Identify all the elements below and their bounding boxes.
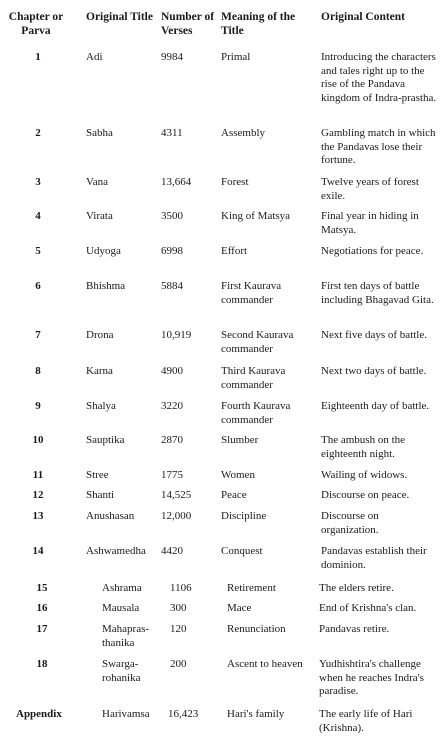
content-cell: Twelve years of forest exile.	[321, 176, 419, 202]
chapter-cell: 1	[35, 51, 41, 63]
chapter-cell: 10	[32, 434, 44, 446]
content-cell: Introducing the characters and tales right up to the rise of the Pandava kingdom of Indra-prastha.	[321, 51, 437, 104]
title-cell: Virata	[86, 210, 113, 222]
verses-cell: 16,423	[168, 708, 199, 720]
meaning-cell: Retirement	[227, 582, 276, 594]
chapter-cell: 15	[36, 582, 48, 594]
title-cell: Sabha	[86, 127, 113, 139]
header-title: Original Title	[86, 11, 153, 23]
verses-cell: 14,525	[161, 489, 192, 501]
content-cell: Eighteenth day of battle.	[321, 400, 430, 412]
chapter-cell: 7	[35, 329, 41, 341]
meaning-cell: Second Kaurava commander	[221, 329, 294, 355]
content-cell: Discourse on peace.	[321, 489, 410, 501]
content-cell: Next five days of battle.	[321, 329, 427, 341]
verses-cell: 10,919	[161, 329, 192, 341]
title-cell: Drona	[86, 329, 114, 341]
header-verses: Number of Verses	[161, 11, 215, 37]
content-cell: Pandavas establish their dominion.	[321, 545, 427, 571]
chapter-cell: 14	[32, 545, 44, 557]
title-cell: Udyoga	[86, 245, 121, 257]
verses-cell: 2870	[161, 434, 183, 446]
content-cell: First ten days of battle including Bhagavad Gita.	[321, 280, 434, 306]
content-cell: The ambush on the eighteenth night.	[321, 434, 406, 460]
chapter-cell: 12	[32, 489, 44, 501]
title-cell: Mahapras-thanika	[102, 623, 150, 649]
content-cell: Next two days of battle.	[321, 365, 427, 377]
chapter-cell: 2	[35, 127, 41, 139]
meaning-cell: Women	[221, 469, 255, 481]
content-cell: End of Krishna's clan.	[319, 602, 417, 614]
title-cell: Mausala	[102, 602, 140, 614]
meaning-cell: Peace	[221, 489, 247, 501]
verses-cell: 9984	[161, 51, 183, 63]
verses-cell: 4900	[161, 365, 183, 377]
title-cell: Shanti	[86, 489, 115, 501]
meaning-cell: Ascent to heaven	[227, 658, 303, 670]
chapter-cell: 18	[36, 658, 48, 670]
chapter-cell: Appendix	[16, 708, 62, 720]
meaning-cell: Discipline	[221, 510, 267, 522]
meaning-cell: Primal	[221, 51, 251, 63]
meaning-cell: Assembly	[221, 127, 265, 139]
content-cell: Pandavas retire.	[319, 623, 390, 635]
title-cell: Ashwamedha	[86, 545, 146, 557]
title-cell: Anushasan	[86, 510, 135, 522]
meaning-cell: Conquest	[221, 545, 263, 557]
title-cell: Ashrama	[102, 582, 142, 594]
verses-cell: 12,000	[161, 510, 192, 522]
content-cell: Negotiations for peace.	[321, 245, 424, 257]
chapter-cell: 8	[35, 365, 41, 377]
content-cell: The early life of Hari (Krishna).	[319, 708, 413, 734]
chapter-cell: 6	[35, 280, 41, 292]
content-cell: Gambling match in which the Pandavas lose their fortune.	[321, 127, 436, 166]
meaning-cell: Third Kaurava commander	[221, 365, 286, 391]
title-cell: Swarga-rohanika	[102, 658, 141, 684]
title-cell: Stree	[86, 469, 109, 481]
verses-cell: 200	[170, 658, 187, 670]
meaning-cell: Mace	[227, 602, 252, 614]
meaning-cell: Forest	[221, 176, 249, 188]
meaning-cell: First Kaurava commander	[221, 280, 282, 306]
verses-cell: 120	[170, 623, 187, 635]
title-cell: Shalya	[86, 400, 116, 412]
header-chapter: Chapter or Parva	[8, 11, 64, 37]
content-cell: Discourse on organization.	[321, 510, 379, 536]
verses-cell: 1106	[170, 582, 192, 594]
title-cell: Karna	[86, 365, 113, 377]
title-cell: Bhishma	[86, 280, 126, 292]
verses-cell: 300	[170, 602, 187, 614]
chapter-cell: 13	[32, 510, 44, 522]
chapter-cell: 16	[36, 602, 48, 614]
verses-cell: 4420	[161, 545, 183, 557]
chapter-cell: 4	[35, 210, 41, 222]
chapter-cell: 5	[35, 245, 41, 257]
content-cell: The elders retire.	[319, 582, 394, 594]
meaning-cell: Hari's family	[227, 708, 285, 720]
verses-cell: 4311	[161, 127, 183, 139]
meaning-cell: Effort	[221, 245, 248, 257]
verses-cell: 1775	[161, 469, 183, 481]
title-cell: Harivamsa	[102, 708, 150, 720]
meaning-cell: Renunciation	[227, 623, 286, 635]
verses-cell: 3220	[161, 400, 183, 412]
title-cell: Sauptika	[86, 434, 125, 446]
title-cell: Vana	[86, 176, 108, 188]
chapter-cell: 11	[32, 469, 44, 481]
content-cell: Wailing of widows.	[321, 469, 408, 481]
header-content: Original Content	[321, 11, 406, 23]
verses-cell: 13,664	[161, 176, 192, 188]
verses-cell: 6998	[161, 245, 183, 257]
chapter-cell: 3	[35, 176, 41, 188]
header-meaning: Meaning of the Title	[221, 11, 296, 37]
meaning-cell: Fourth Kaurava commander	[221, 400, 291, 426]
verses-cell: 5884	[161, 280, 183, 292]
verses-cell: 3500	[161, 210, 183, 222]
meaning-cell: Slumber	[221, 434, 259, 446]
content-cell: Final year in hiding in Matsya.	[321, 210, 419, 236]
meaning-cell: King of Matsya	[221, 210, 291, 222]
title-cell: Adi	[86, 51, 103, 63]
content-cell: Yudhishtira's challenge when he reaches Indra's paradise.	[319, 658, 424, 697]
chapter-cell: 9	[35, 400, 41, 412]
chapter-cell: 17	[36, 623, 48, 635]
